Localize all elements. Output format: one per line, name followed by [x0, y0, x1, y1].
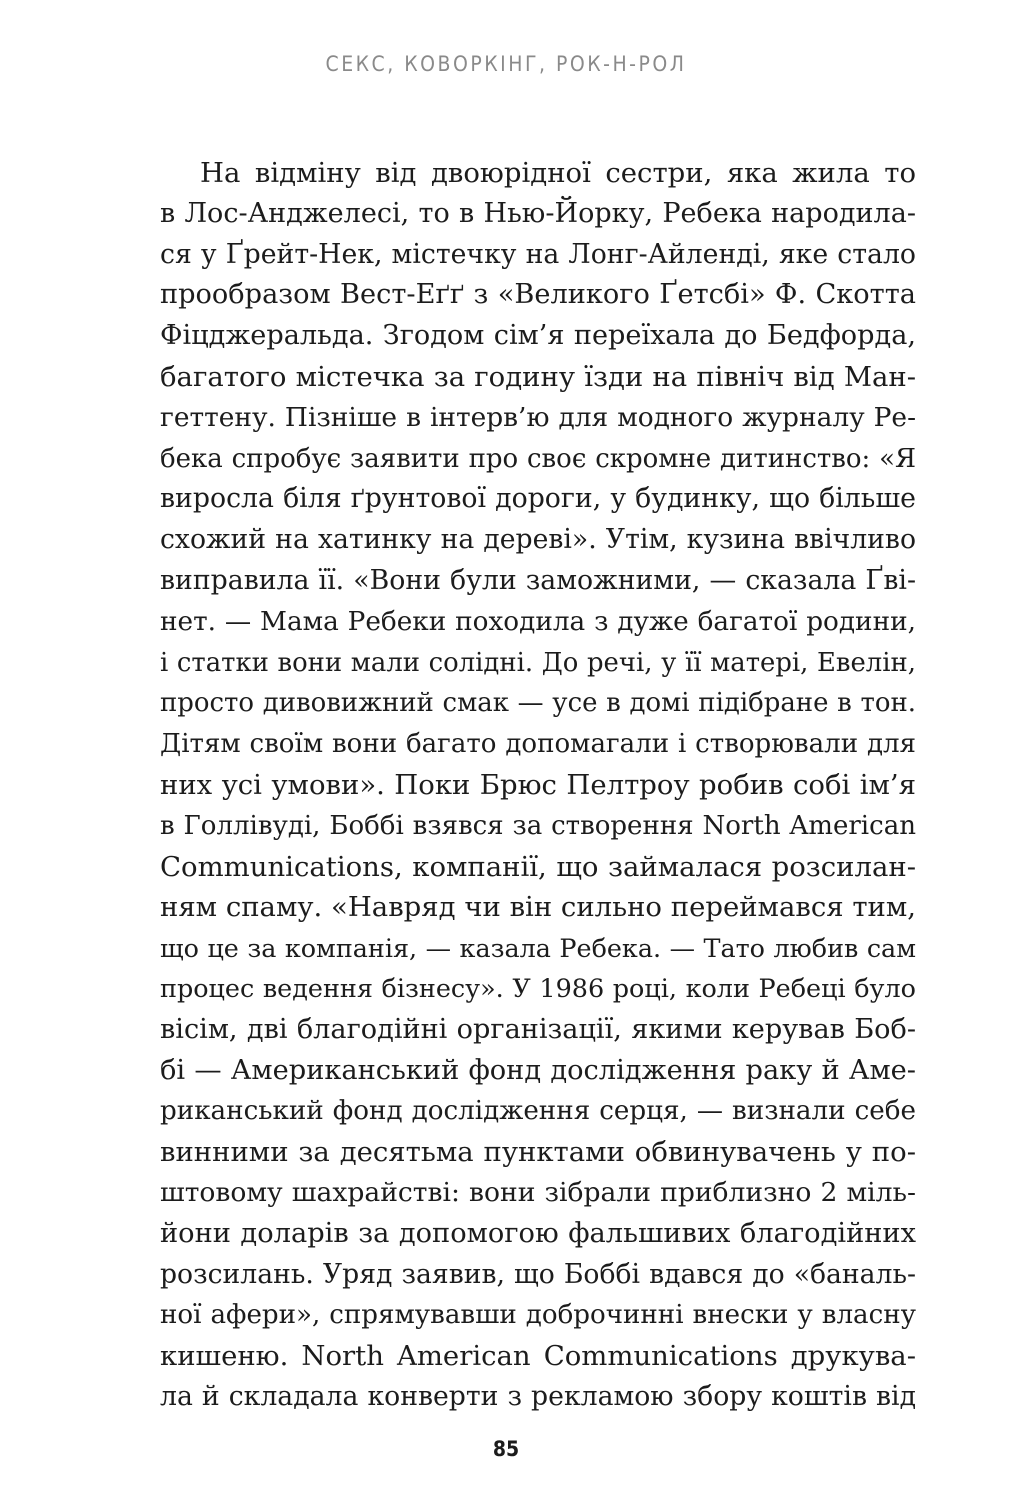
- text-line: геттену. Пізніше в інтерв’ю для модного журналу Ре-: [160, 401, 916, 433]
- text-line: нет. — Мама Ребеки походила з дуже багатої родини,: [160, 606, 916, 637]
- text-line: процес ведення бізнесу». У 1986 році, коли Ребеці було: [160, 973, 916, 1004]
- text-line: багатого містечка за годину їзди на північ від Ман-: [160, 360, 916, 393]
- text-line: ла й складала конверти з рекламою збору коштів від: [160, 1380, 916, 1412]
- text-line: йони доларів за допомогою фальшивих благодійних: [160, 1217, 916, 1249]
- text-line: бі — Американський фонд дослідження раку й Аме-: [160, 1054, 916, 1086]
- text-line: Communications, компанії, що займалася розсилан-: [160, 850, 916, 883]
- text-line: ся у Ґрейт-Нек, містечку на Лонг-Айленді, яке стало: [160, 238, 916, 270]
- text-line: ної афери», спрямувавши доброчинні внески у власну: [160, 1300, 916, 1331]
- text-line: штовому шахрайстві: вони зібрали приблизно 2 міль-: [160, 1176, 916, 1208]
- text-line: і статки вони мали солідні. До речі, у її матері, Евелін,: [160, 647, 916, 678]
- text-line: виправила її. «Вони були заможними, — сказала Ґві-: [160, 564, 916, 596]
- text-line: виросла біля ґрунтової дороги, у будинку, що більше: [160, 483, 916, 515]
- text-line: схожий на хатинку на дереві». Утім, кузина ввічливо: [160, 524, 916, 556]
- text-line: бека спробує заявити про своє скромне дитинство: «Я: [160, 443, 916, 474]
- text-line: розсилань. Уряд заявив, що Боббі вдався до «баналь-: [160, 1258, 916, 1290]
- text-line: ням спаму. «Навряд чи він сильно переймався тим,: [160, 891, 916, 924]
- text-line: в Голлівуді, Боббі взявся за створення North American: [160, 810, 916, 841]
- text-line: риканський фонд дослідження серця, — визнали себе: [160, 1096, 916, 1127]
- text-line: На відміну від двоюрідної сестри, яка жила то: [200, 157, 916, 189]
- text-line: прообразом Вест-Еґґ з «Великого Ґетсбі» Ф. Скотта: [160, 279, 916, 311]
- text-line: просто дивовижний смак — усе в домі підібране в тон.: [160, 688, 916, 719]
- text-line: кишеню. North American Communications друкува-: [160, 1340, 916, 1373]
- text-line: Фіцджеральда. Згодом сім’я переїхала до Бедфорда,: [160, 320, 916, 352]
- text-line: що це за компанія, — казала Ребека. — Тато любив сам: [160, 933, 916, 964]
- text-line: в Лос-Анджелесі, то в Нью-Йорку, Ребека народила-: [160, 197, 916, 229]
- page-number: 85: [492, 1437, 520, 1461]
- text-line: них усі умови». Поки Брюс Пелтроу робив собі ім’я: [160, 768, 916, 801]
- text-line: Дітям своїм вони багато допомагали і створювали для: [160, 729, 916, 760]
- running-head: СЕКС, КОВОРКІНГ, РОК-Н-РОЛ: [325, 52, 687, 76]
- text-line: вісім, дві благодійні організації, якими керував Боб-: [160, 1013, 916, 1045]
- body-text: [160, 153, 916, 1418]
- text-line: винними за десятьма пунктами обвинувачень у по-: [160, 1136, 916, 1169]
